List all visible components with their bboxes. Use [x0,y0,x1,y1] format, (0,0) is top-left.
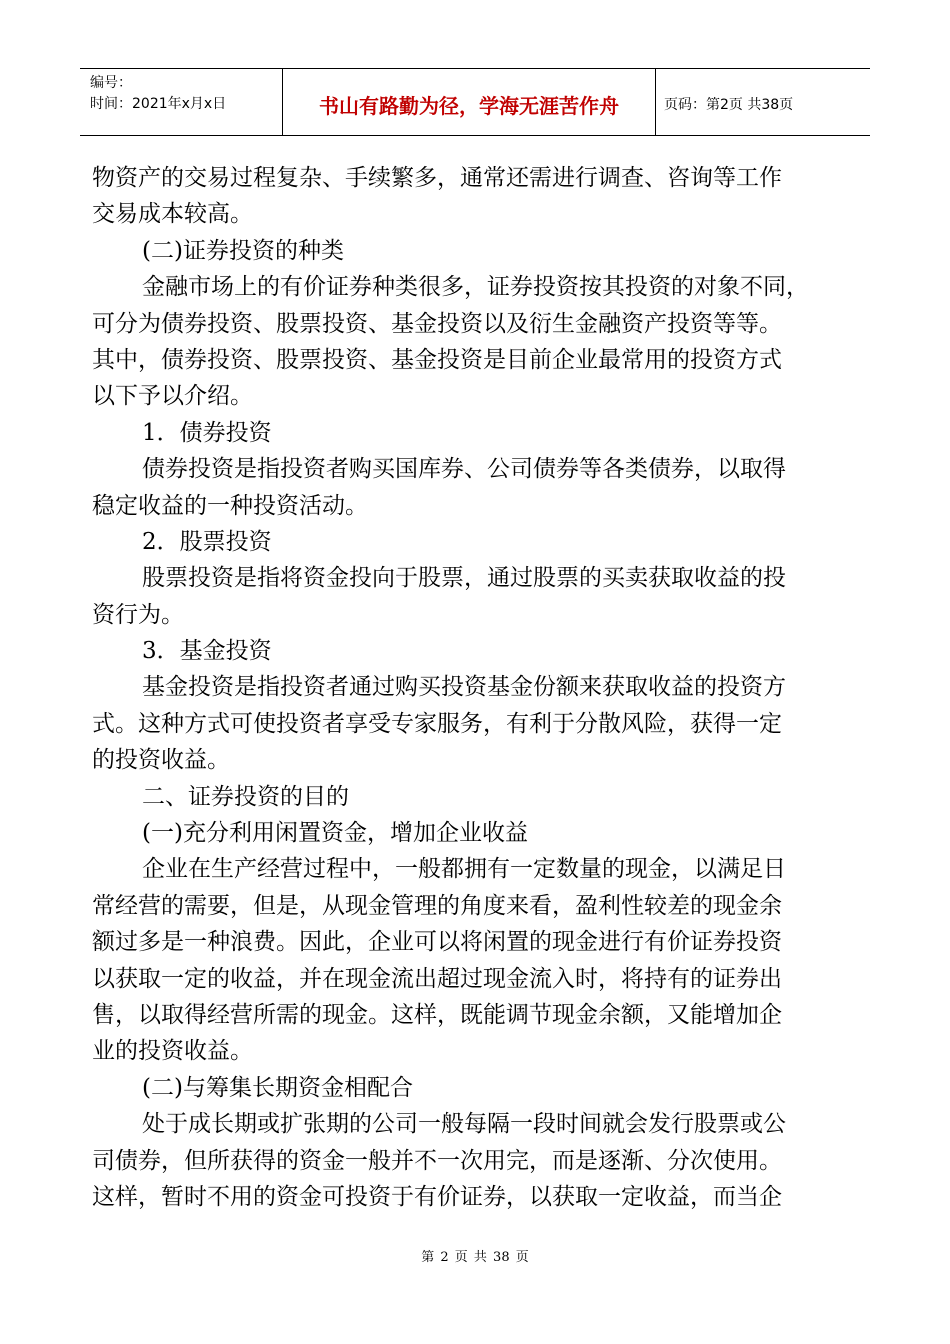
text-line: 企业在生产经营过程中，一般都拥有一定数量的现金，以满足日 [142,856,786,883]
text-line: 金融市场上的有价证券种类很多，证券投资按其投资的对象不同， [142,274,809,301]
text-line: 二、证券投资的目的 [142,783,349,810]
text-line: 债券投资是指投资者购买国库券、公司债券等各类债券，以取得 [142,456,786,483]
text-line: 常经营的需要，但是，从现金管理的角度来看，盈利性较差的现金余 [92,892,782,919]
header-page-info: 页码：第2页 共38页 [664,97,794,113]
text-line: 基金投资是指投资者通过购买投资基金份额来获取收益的投资方 [142,674,786,701]
header-motto: 书山有路勤为径，学海无涯苦作舟 [283,69,656,135]
text-line: (一)充分利用闲置资金，增加企业收益 [142,820,528,847]
text-line: 以获取一定的收益，并在现金流出超过现金流入时，将持有的证券出 [92,965,782,992]
text-line: 式。这种方式可使投资者享受专家服务，有利于分散风险，获得一定 [92,710,782,737]
header-meta [80,69,283,135]
text-line: 可分为债券投资、股票投资、基金投资以及衍生金融资产投资等等。 [92,310,782,337]
text-line: 股票投资是指将资金投向于股票，通过股票的买卖获取收益的投 [142,565,786,592]
text-line: 物资产的交易过程复杂、手续繁多，通常还需进行调查、咨询等工作 [92,165,782,191]
text-line: 以下予以介绍。 [92,383,253,410]
text-line: 3．基金投资 [142,638,272,665]
page-footer: 第 2 页 共 38 页 [421,1250,529,1265]
document-date: 时间：2021年x月x日 [90,96,227,112]
text-line: 2．股票投资 [142,528,272,555]
text-line: 1．债券投资 [142,419,272,446]
text-line: (二)证券投资的种类 [142,237,344,264]
text-line: 这样，暂时不用的资金可投资于有价证券，以获取一定收益，而当企 [92,1183,782,1210]
text-line: 处于成长期或扩张期的公司一般每隔一段时间就会发行股票或公 [142,1111,786,1138]
text-line: 额过多是一种浪费。因此，企业可以将闲置的现金进行有价证券投资 [92,929,782,956]
text-line: (二)与筹集长期资金相配合 [142,1074,413,1101]
text-line: 的投资收益。 [92,747,230,774]
document-body [92,160,862,1215]
text-line: 售，以取得经营所需的现金。这样，既能调节现金余额，又能增加企 [92,1001,782,1028]
text-line: 资行为。 [92,601,184,628]
text-line: 交易成本较高。 [92,201,253,228]
text-line: 业的投资收益。 [92,1038,253,1065]
text-line: 其中，债券投资、股票投资、基金投资是目前企业最常用的投资方式 [92,346,782,373]
text-line: 稳定收益的一种投资活动。 [92,492,368,519]
document-number: 编号： [90,75,132,91]
text-line: 司债券，但所获得的资金一般并不一次用完，而是逐渐、分次使用。 [92,1147,782,1174]
page-header [80,68,870,136]
